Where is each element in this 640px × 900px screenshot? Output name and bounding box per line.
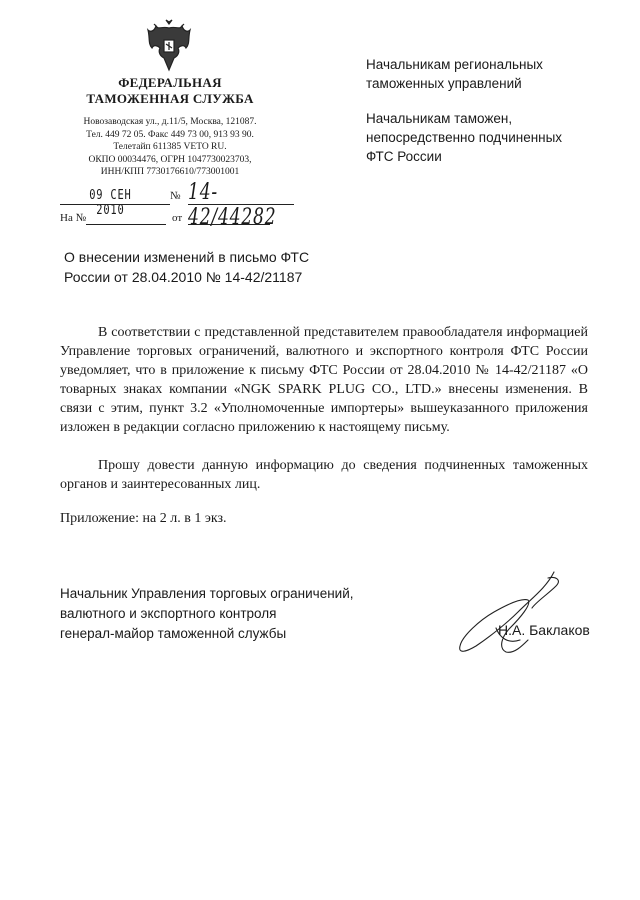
- address-line: Новозаводская ул., д.11/5, Москва, 121087.: [83, 117, 257, 127]
- date-underline: [60, 204, 170, 205]
- signer-title: Начальник Управления торговых ограничений, валютного и экспортного контроля генерал-майор таможенной службы: [60, 586, 354, 641]
- phone-line: Тел. 449 72 05. Факс 449 73 00, 913 93 90.: [86, 129, 254, 140]
- ref-date-blank: [188, 224, 270, 225]
- registration-date: 09 СЕН 2010: [89, 188, 132, 218]
- inn-line: ИНН/КПП 7730176610/773001001: [100, 167, 240, 177]
- ref-from-label: от: [172, 212, 183, 224]
- body-paragraph-2: Прошу довести данную информацию до сведения подчиненных таможенных органов и заинтересованных лиц.: [60, 458, 588, 492]
- number-underline: [188, 204, 294, 205]
- registration-number: 14-42/44282: [188, 180, 277, 230]
- organization-title: ФЕДЕРАЛЬНАЯ ТАМОЖЕННАЯ СЛУЖБА: [86, 75, 254, 106]
- addressee-regional: Начальникам региональных таможенных управлений: [366, 57, 543, 91]
- coat-of-arms-icon: [144, 18, 194, 74]
- ref-number-label: На №: [60, 212, 87, 224]
- letter-subject: О внесении изменений в письмо ФТС России от 28.04.2010 № 14-42/21187: [64, 249, 310, 285]
- number-label: №: [170, 190, 181, 202]
- signer-name: Н.А. Баклаков: [498, 622, 590, 638]
- body-paragraph-1: В соответствии с представленной представителем правообладателя информацией Управление торговых ограничений, валютного и экспортного контроля ФТС России уведомляет, что в приложение к письму ФТС России от 28.04.2010 № 14-42/21187 «О товарных знаках компании «NGK SPARK PLUG CO., LTD.» внесены изменения. В связи с этим, пункт 3.2 «Уполномоченные импортеры» вышеуказанного приложения изложен в редакции согласно приложению к настоящему письму.: [60, 325, 588, 435]
- ref-number-blank: [86, 224, 166, 225]
- okpo-line: ОКПО 00034476, ОГРН 1047730023703,: [88, 154, 252, 165]
- appendix-note: Приложение: на 2 л. в 1 экз.: [60, 511, 227, 526]
- handwritten-signature: [436, 568, 586, 660]
- teletype-line: Телетайп 611385 VETO RU.: [113, 142, 227, 152]
- organization-contact-info: [60, 116, 280, 179]
- addressee-customs: Начальникам таможен, непосредственно подчиненных ФТС России: [366, 111, 563, 164]
